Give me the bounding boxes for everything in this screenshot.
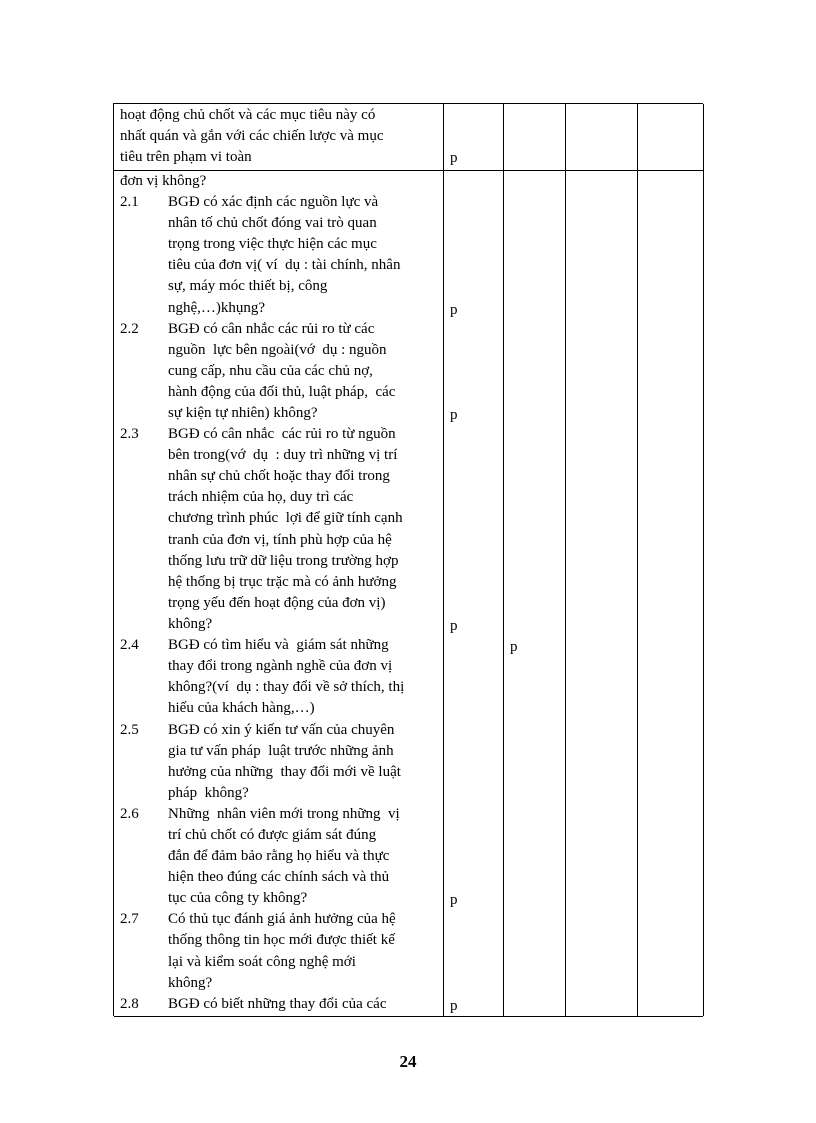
page-number: 24 <box>399 1052 417 1071</box>
question-text-line: hệ thống bị trục trặc mà có ảnh hưởng <box>168 573 397 590</box>
answer-mark: p <box>450 406 458 423</box>
question-text-line: tranh của đơn vị, tính phù hợp của hệ <box>168 531 392 548</box>
question-text-line: pháp không? <box>168 784 249 801</box>
question-text-line: hành động của đối thủ, luật pháp, các <box>168 383 396 400</box>
question-text-line: BGĐ có cân nhắc các rủi ro từ các <box>168 320 375 337</box>
question-text-line: BGĐ có biết những thay đổi của các <box>168 995 387 1012</box>
question-text-line: lại và kiểm soát công nghệ mới <box>168 953 356 970</box>
question-text-line: sự kiện tự nhiên) không? <box>168 404 318 421</box>
answer-mark: p <box>450 892 458 909</box>
checklist-table <box>113 103 703 1016</box>
question-text-line: trọng trong việc thực hiện các mục <box>168 236 377 253</box>
column-divider-3 <box>565 104 566 1016</box>
question-item <box>114 635 518 719</box>
question-number: 2.8 <box>120 995 139 1012</box>
row-1-line: nhất quán và gắn với các chiến lược và mục <box>120 128 384 145</box>
answer-mark: p <box>450 301 458 318</box>
question-item <box>114 319 458 425</box>
table-right-border <box>703 104 704 1016</box>
answer-mark: p <box>510 639 518 656</box>
question-text-line: đắn để đảm bảo rằng họ hiểu và thực <box>168 848 390 865</box>
question-item <box>114 909 443 993</box>
question-number: 2.6 <box>120 805 139 822</box>
question-text-line: Có thủ tục đánh giá ảnh hưởng của hệ <box>168 911 396 928</box>
question-text-line: trách nhiệm của họ, duy trì các <box>168 489 354 506</box>
question-number: 2.5 <box>120 721 139 738</box>
question-text-line: BGĐ có tìm hiểu và giám sát những <box>168 637 389 654</box>
question-text-line: trí chủ chốt có được giám sát đúng <box>168 826 377 843</box>
question-text-line: thay đổi trong ngành nghề của đơn vị <box>168 658 393 675</box>
question-text-line: hiện theo đúng các chính sách và thủ <box>168 869 390 886</box>
question-text-line: thống lưu trữ dữ liệu trong trường hợp <box>168 552 399 569</box>
question-text-line: không?(ví dụ : thay đổi về sở thích, thị <box>168 679 405 696</box>
table-bottom-border <box>114 1016 703 1017</box>
question-item <box>114 720 443 804</box>
column-divider-1 <box>443 104 444 1016</box>
question-text-line: hiếu của khách hàng,…) <box>168 700 315 717</box>
question-text-line: chương trình phúc lợi để giữ tính cạnh <box>168 510 403 527</box>
question-number: 2.2 <box>120 320 139 337</box>
question-item <box>114 804 458 910</box>
question-text-line: gia tư vấn pháp luật trước những ảnh <box>168 742 394 759</box>
question-text-line: bên trong(vớ dụ : duy trì những vị trí <box>168 447 398 464</box>
question-text-line: cung cấp, nhu cầu của các chủ nợ, <box>168 362 373 379</box>
question-item <box>114 424 458 635</box>
question-text-line: hưởng của những thay đổi mới về luật <box>168 763 401 780</box>
row-1-line: tiêu trên phạm vi toàn <box>120 149 252 166</box>
question-number: 2.3 <box>120 426 139 443</box>
question-text-line: tục của công ty không? <box>168 890 308 907</box>
question-number: 2.1 <box>120 194 139 210</box>
column-divider-2 <box>503 104 504 1016</box>
question-text-line: không? <box>168 974 213 991</box>
question-text-line: trọng yếu đến hoạt động của đơn vị) <box>168 594 386 611</box>
question-text-line: sự, máy móc thiết bị, công <box>168 278 328 295</box>
question-text-line: BGĐ có xác định các nguồn lực và <box>168 194 379 210</box>
question-item <box>114 192 458 319</box>
question-text-line: BGĐ có xin ý kiến tư vấn của chuyên <box>168 721 395 738</box>
question-text-line: nghệ,…)khụng? <box>168 299 266 316</box>
question-text-line: Những nhân viên mới trong những vị <box>168 805 400 822</box>
question-number: 2.4 <box>120 637 139 654</box>
row-1-line: hoạt động chủ chốt và các mục tiêu này có <box>120 107 376 123</box>
question-number: 2.7 <box>120 911 139 928</box>
question-text-line: nhân tố chủ chốt đóng vai trò quan <box>168 215 377 232</box>
column-divider-4 <box>637 104 638 1016</box>
question-text-line: nhân sự chủ chốt hoặc thay đổi trong <box>168 468 390 485</box>
row-1-mark: p <box>450 150 458 166</box>
answer-mark: p <box>450 617 458 634</box>
question-text-line: tiêu của đơn vị( ví dụ : tài chính, nhân <box>168 257 401 274</box>
row-2-intro: đơn vị không? <box>120 173 207 189</box>
question-text-line: thống thông tin học mới được thiết kế <box>168 932 395 949</box>
question-text-line: không? <box>168 615 213 632</box>
question-item <box>114 994 458 1015</box>
question-text-line: BGĐ có cân nhắc các rủi ro từ nguồn <box>168 426 396 443</box>
question-text-line: nguồn lực bên ngoài(vớ dụ : nguồn <box>168 341 387 358</box>
answer-mark: p <box>450 997 458 1014</box>
